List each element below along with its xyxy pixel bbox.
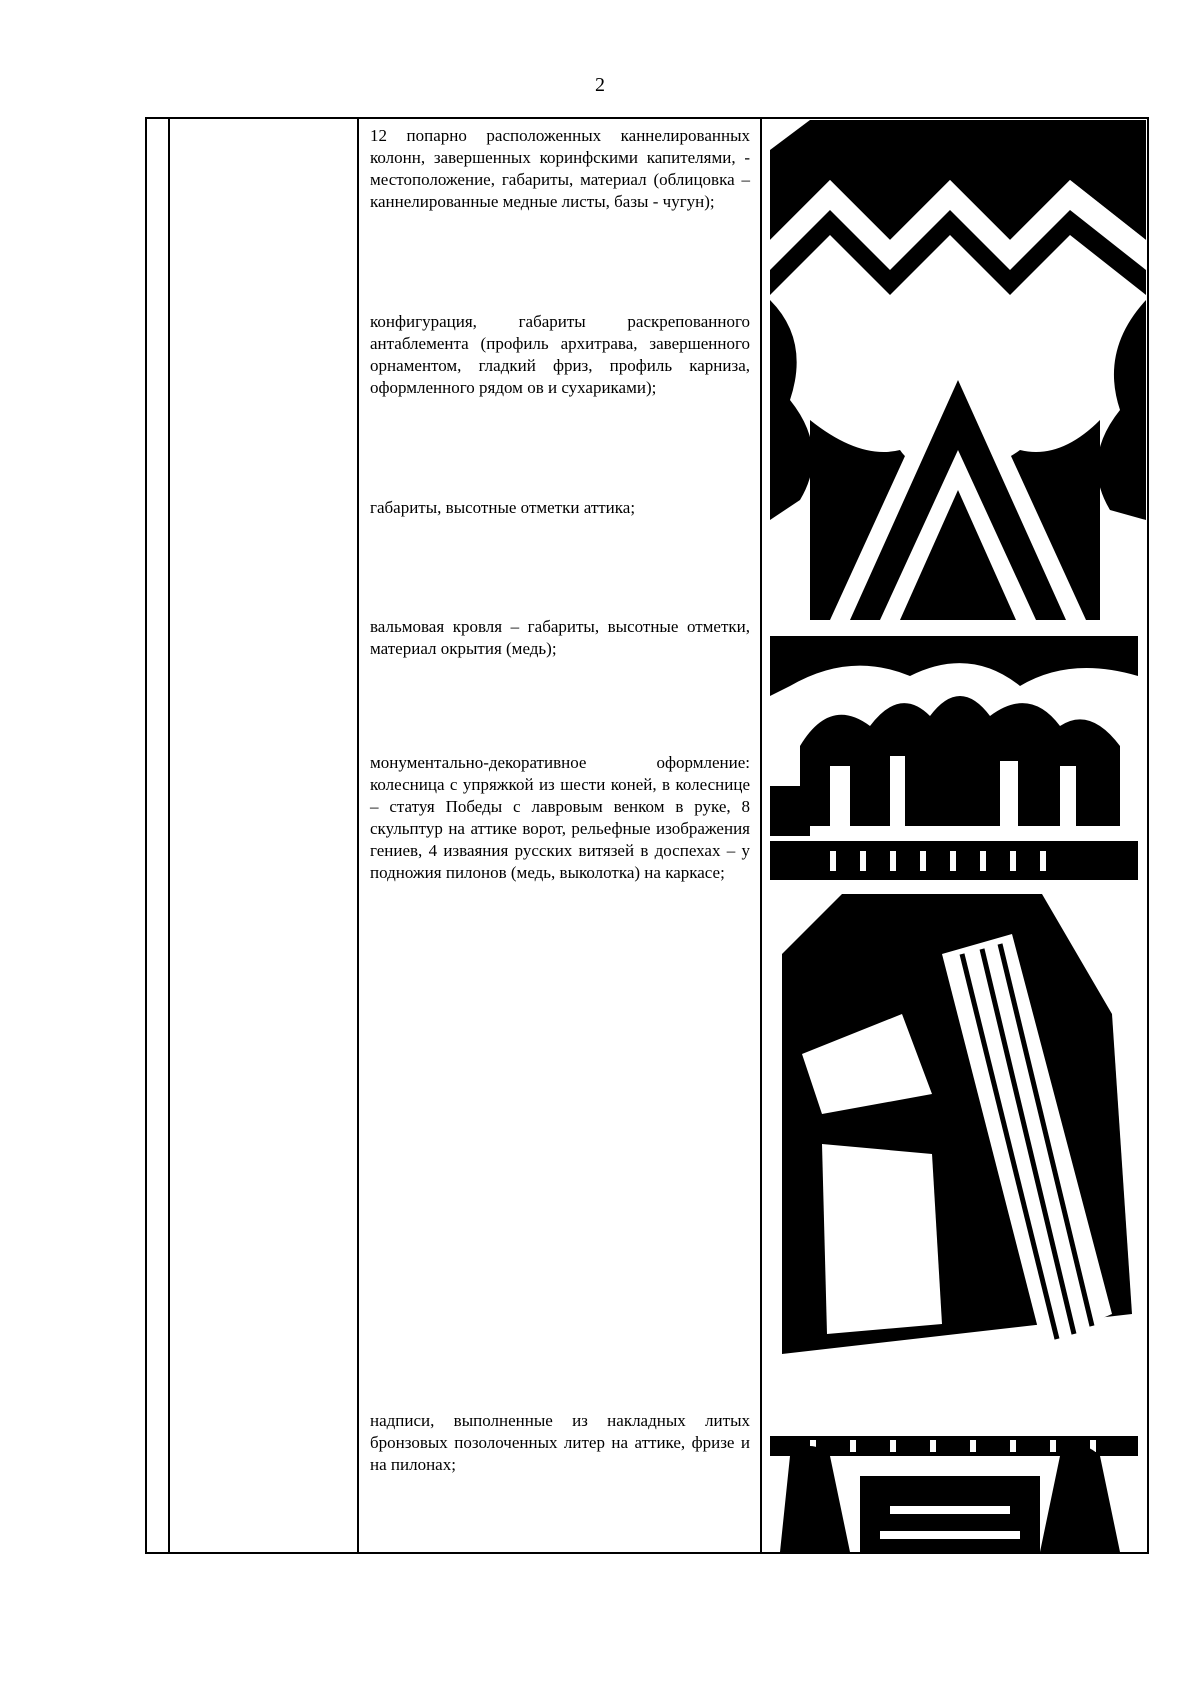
table-column-divider xyxy=(357,117,359,1554)
capital-entablature-photo xyxy=(770,120,1146,620)
chariot-sculpture-photo xyxy=(770,636,1138,880)
feature-text: монументально-декоративное оформление: колесница с упряжкой из шести коней, в колеснице – статуя Победы с лавровым венком в руке, 8 скульптур на аттике ворот, рельефные изображения гениев, 4 изваяния русских витязей в доспехах – у подножия пилонов (медь, выколотка) на каркасе; xyxy=(370,753,750,882)
table-column-divider xyxy=(168,117,170,1554)
table-border-left xyxy=(145,117,147,1554)
table-border-top xyxy=(145,117,1149,119)
table-border-bottom xyxy=(145,1552,1149,1554)
feature-text: 12 попарно расположенных каннелированных колонн, завершенных коринфскими капителями, - местоположение, габариты, материал (облицовка – каннелированные медные листы, базы - чугун); xyxy=(370,126,750,211)
feature-text: надписи, выполненные из накладных литых бронзовых позолоченных литер на аттике, фризе и на пилонах; xyxy=(370,1411,750,1474)
page-number: 2 xyxy=(595,74,605,96)
inscription-statues-photo xyxy=(770,1396,1138,1552)
table-border-right xyxy=(1147,117,1149,1554)
feature-text: вальмовая кровля – габариты, высотные отметки, материал окрытия (медь); xyxy=(370,617,750,658)
feature-text: конфигурация, габариты раскрепованного антаблемента (профиль архитрава, завершенного орнаментом, гладкий фриз, профиль карниза, оформленного рядом ов и сухариками); xyxy=(370,312,750,397)
feature-text: габариты, высотные отметки аттика; xyxy=(370,498,636,517)
column-photo xyxy=(782,894,1132,1354)
table-column-divider xyxy=(760,117,762,1554)
